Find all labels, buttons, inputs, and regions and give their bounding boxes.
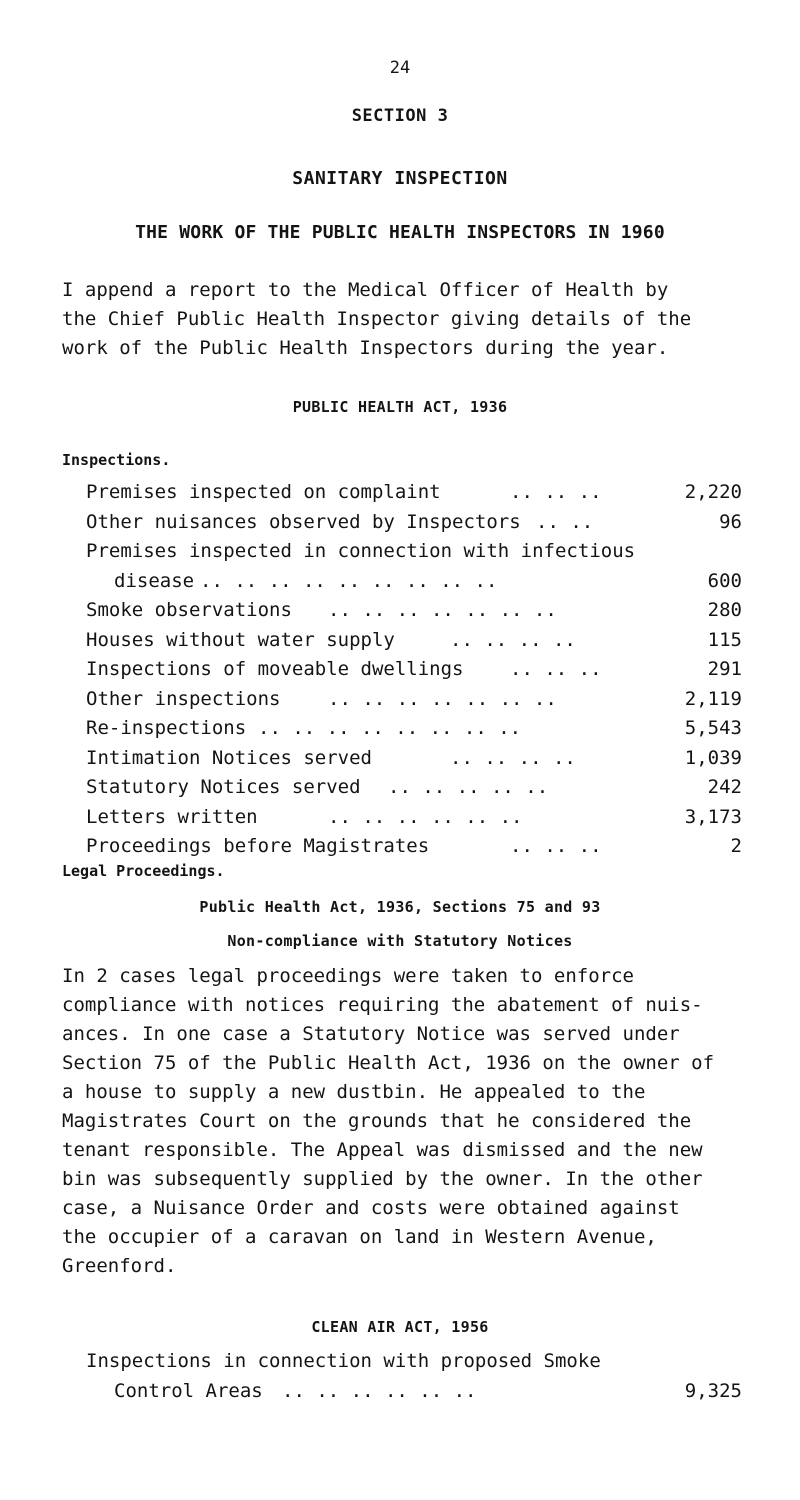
row-leader-dots: .. .. .. .. (450, 628, 576, 651)
row-leader-dots: .. .. .. .. .. .. (328, 805, 523, 828)
row-leader-dots: .. .. .. .. .. .. .. (328, 687, 557, 710)
row-value: 5,543 (684, 717, 742, 739)
table-row (62, 655, 742, 685)
row-value: 2 (730, 835, 742, 857)
row-label: Premises inspected in connection with infectious (86, 540, 636, 562)
table-row (62, 1347, 742, 1377)
table-row (62, 803, 742, 833)
table-row (62, 508, 742, 538)
legal-act-subheading: Public Health Act, 1936, Sections 75 and 93 (199, 898, 601, 916)
row-label: disease (114, 569, 195, 592)
row-label: Houses without water supply (86, 628, 395, 651)
table-row (62, 537, 742, 567)
row-label: Intimation Notices served (86, 746, 372, 769)
row-leader-dots: .. .. .. .. .. .. .. (328, 599, 557, 621)
row-leader-dots: .. .. .. .. .. .. .. .. (258, 717, 522, 739)
public-health-act-heading: PUBLIC HEALTH ACT, 1936 (292, 398, 508, 416)
table-row (62, 744, 742, 774)
legal-proceedings-paragraph: In 2 cases legal proceedings were taken to enforce compliance with notices requiring the abatement of nuis- ances. In one case a Statutory Notice was served under Section 75 of the Public Health Act, 1936 on the owner of a house to supply a new dustbin. He appealed to the Magistrates Court on the grounds that he considered the tenant responsible. The Appeal was dismissed and the new bin was subsequently supplied by the owner. In the other case, a Nuisance Order and costs were obtained against the occupier of a caravan on land in Western Avenue, Greenford. (62, 965, 715, 1277)
row-label: Re-inspections (86, 717, 247, 739)
row-value: 2,220 (684, 481, 742, 503)
row-label: Other inspections (86, 687, 281, 710)
inspections-heading: Inspections. (62, 451, 171, 469)
row-leader-dots: .. .. .. .. .. (388, 776, 549, 798)
page-title: SANITARY INSPECTION (292, 168, 508, 189)
row-value: 96 (719, 510, 742, 533)
row-leader-dots: .. .. .. .. (450, 746, 576, 769)
page-number: 24 (389, 58, 411, 78)
inspections-table (62, 478, 742, 862)
row-label: Proceedings before Magistrates (86, 835, 430, 857)
row-value: 600 (707, 569, 742, 592)
row-label: Smoke observations (86, 599, 292, 621)
row-label: Control Areas (114, 1379, 263, 1402)
table-row (62, 1377, 742, 1407)
table-row (62, 832, 742, 862)
legal-proceedings-heading: Legal Proceedings. (62, 862, 225, 880)
table-row (62, 685, 742, 715)
clean-air-table (62, 1347, 742, 1406)
clean-air-act-heading: CLEAN AIR ACT, 1956 (311, 1318, 489, 1336)
row-leader-dots: .. .. .. (510, 481, 602, 503)
row-value: 291 (707, 658, 742, 680)
row-leader-dots: .. .. .. (510, 658, 602, 680)
row-value: 115 (707, 628, 742, 651)
row-leader-dots: .. .. (536, 510, 594, 533)
row-leader-dots: .. .. .. .. .. .. (282, 1379, 477, 1402)
section-heading: SECTION 3 (351, 106, 449, 126)
table-row (62, 596, 742, 626)
row-label: Premises inspected on complaint (86, 481, 441, 503)
row-value: 2,119 (684, 687, 742, 710)
table-row (62, 714, 742, 744)
table-row (62, 626, 742, 656)
row-label: Inspections in connection with proposed Smoke (86, 1350, 601, 1372)
row-value: 3,173 (684, 805, 742, 828)
intro-paragraph: I append a report to the Medical Officer of Health by the Chief Public Health Inspector giving details of the work of the Public Health Inspectors during the year. (62, 279, 692, 359)
row-label: Letters written (86, 805, 258, 828)
row-leader-dots: .. .. .. .. .. .. .. .. .. (200, 569, 498, 592)
row-value: 280 (707, 599, 742, 621)
table-row (62, 478, 742, 508)
table-row (62, 773, 742, 803)
row-label: Statutory Notices served (86, 776, 361, 798)
row-label: Inspections of moveable dwellings (86, 658, 464, 680)
row-value: 242 (707, 776, 742, 798)
page-subtitle: THE WORK OF THE PUBLIC HEALTH INSPECTORS IN 1960 (135, 222, 665, 243)
row-value: 9,325 (684, 1379, 742, 1402)
row-leader-dots: .. .. .. (510, 835, 602, 857)
row-label: Other nuisances observed by Inspectors (86, 510, 521, 533)
row-value: 1,039 (684, 746, 742, 769)
non-compliance-subheading: Non-compliance with Statutory Notices (227, 932, 573, 950)
table-row (62, 567, 742, 597)
